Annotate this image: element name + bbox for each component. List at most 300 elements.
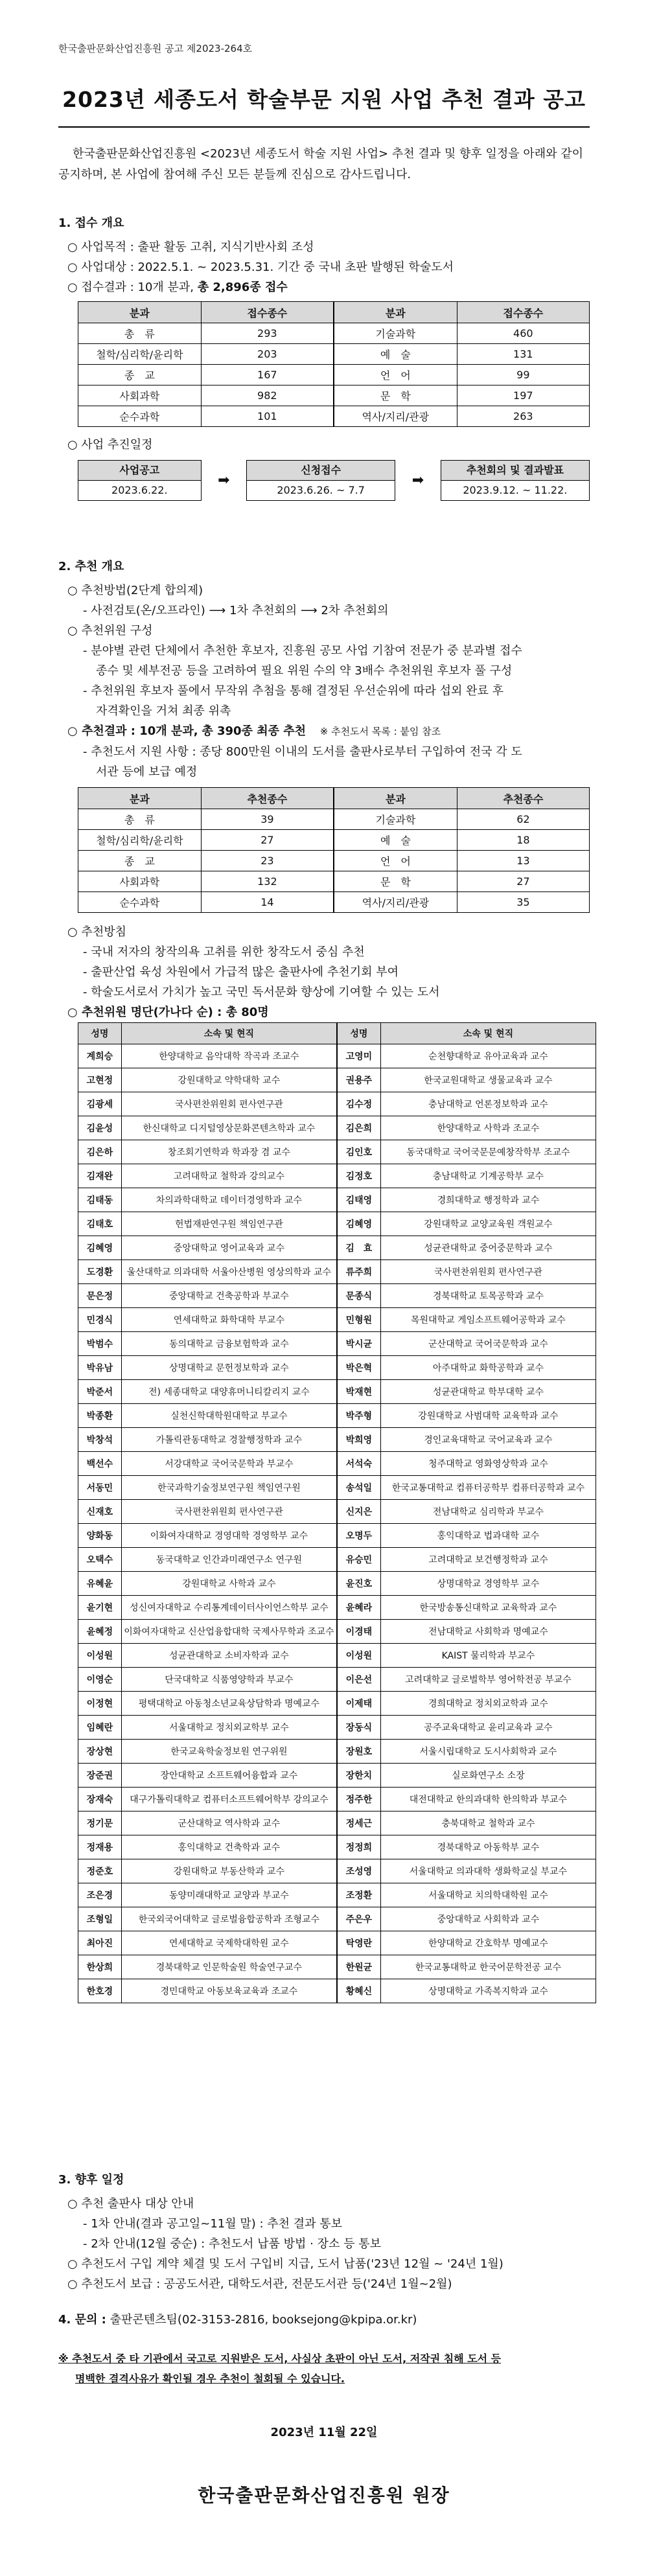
table-cell: 한신대학교 디지털영상문화콘텐츠학과 교수 (121, 1116, 337, 1140)
table-row (78, 1979, 596, 2003)
committee-line: - 추천위원 후보자 풀에서 무작위 추첨을 통해 결정된 우선순위에 따라 섭외 완료 후 (83, 684, 503, 698)
table-cell: 실로화연구소 소장 (380, 1764, 596, 1788)
table-cell: 이성원 (337, 1644, 380, 1668)
table-cell: 한국교원대학교 생물교육과 교수 (380, 1068, 596, 1092)
table-cell: 한양대학교 음악대학 작곡과 조교수 (121, 1044, 337, 1068)
table-cell: 국사편찬위원회 편사연구관 (121, 1500, 337, 1524)
table-cell: 단국대학교 식품영양학과 부교수 (121, 1668, 337, 1692)
target-line: ○ 사업대상 : 2022.5.1. ~ 2023.5.31. 기간 중 국내 초판 발행된 학술도서 (67, 260, 454, 274)
table-cell: 홍익대학교 법과대학 교수 (380, 1524, 596, 1548)
table-cell: 박준서 (78, 1380, 122, 1404)
table-cell: 한상희 (78, 1955, 122, 1979)
table-cell: 박종환 (78, 1404, 122, 1428)
table-cell: 김재완 (78, 1164, 122, 1188)
table-cell: 한양대학교 사학과 조교수 (380, 1116, 596, 1140)
table-cell: 가톨릭관동대학교 경찰행정학과 교수 (121, 1428, 337, 1452)
table-cell: 대전대학교 한의과대학 한의학과 부교수 (380, 1788, 596, 1811)
table-cell: 김은하 (78, 1140, 122, 1164)
table-row (78, 809, 590, 830)
table-cell: 한국외국어대학교 글로벌융합공학과 조형교수 (121, 1907, 337, 1931)
table-cell: 언 어 (334, 851, 457, 871)
table-cell: 성균관대학교 소비자학과 교수 (121, 1644, 337, 1668)
table-cell: 고려대학교 철학과 강의교수 (121, 1164, 337, 1188)
table-cell: 한국과학기술정보연구원 책임연구원 (121, 1476, 337, 1500)
result-detail: 서관 등에 보급 예정 (96, 765, 198, 779)
table-row (78, 1188, 596, 1212)
step-title: 추천회의 및 결과발표 (441, 461, 589, 481)
table-cell: 홍익대학교 건축학과 교수 (121, 1835, 337, 1859)
table-cell: 한국교통대학교 컴퓨터공학부 컴퓨터공학과 교수 (380, 1476, 596, 1500)
schedule-flow (78, 460, 590, 501)
table-cell: 문 학 (334, 871, 457, 892)
schedule-step (78, 460, 202, 501)
schedule-step (246, 460, 395, 501)
table-cell: 황혜신 (337, 1979, 380, 2003)
table-cell: 장상현 (78, 1740, 122, 1764)
contact-heading: 4. 문의 : (58, 2313, 106, 2327)
table-cell: 윤혜라 (337, 1596, 380, 1620)
table-cell: 조성영 (337, 1859, 380, 1883)
table-row (78, 1716, 596, 1740)
table-cell: 종 교 (78, 365, 202, 385)
table-row (78, 1524, 596, 1548)
table-row (78, 1596, 596, 1620)
contact-line (58, 2310, 590, 2330)
table-row (78, 1404, 596, 1428)
table-row (78, 1164, 596, 1188)
committee-line: - 분야별 관련 단체에서 추천한 후보자, 진흥원 공모 사업 기참여 전문가 중 분과별 접수 (83, 644, 522, 658)
table-cell: 조정환 (337, 1883, 380, 1907)
table-cell: 167 (201, 365, 334, 385)
table-cell: 한원균 (337, 1955, 380, 1979)
table-cell: 주은우 (337, 1907, 380, 1931)
table-cell: 권용주 (337, 1068, 380, 1092)
table-row (78, 1811, 596, 1835)
table-row (78, 1092, 596, 1116)
table-cell: 울산대학교 의과대학 서울아산병원 영상의학과 교수 (121, 1260, 337, 1284)
table-cell: 성균관대학교 중어중문학과 교수 (380, 1236, 596, 1260)
table-cell: 성균관대학교 학부대학 교수 (380, 1380, 596, 1404)
policy-label: ○ 추천방침 (67, 925, 126, 939)
table-cell: 국사편찬위원회 편사연구관 (380, 1260, 596, 1284)
table-cell: 101 (201, 406, 334, 427)
table-row (78, 365, 590, 385)
table-cell: 김태영 (337, 1188, 380, 1212)
table-cell: 평택대학교 아동청소년교육상담학과 명예교수 (121, 1692, 337, 1716)
table-cell: 충북대학교 철학과 교수 (380, 1811, 596, 1835)
table-cell: 197 (457, 385, 589, 406)
table-cell: 고려대학교 보건행정학과 교수 (380, 1548, 596, 1572)
table-cell: 서울시립대학교 도시사회학과 교수 (380, 1740, 596, 1764)
table-row (78, 1620, 596, 1644)
issuer-name: 한국출판문화산업진흥원 원장 (198, 2485, 450, 2506)
title-divider (58, 126, 590, 128)
table-cell: 장재숙 (78, 1788, 122, 1811)
table-cell: 131 (457, 344, 589, 365)
table-row (78, 1955, 596, 1979)
table-cell: 이경태 (337, 1620, 380, 1644)
table-cell: 철학/심리학/윤리학 (78, 830, 202, 851)
table-row (78, 1308, 596, 1332)
section-heading: 2. 추천 개요 (58, 560, 124, 573)
table-cell: 임혜란 (78, 1716, 122, 1740)
table-cell: 62 (457, 809, 589, 830)
table-cell: 한국방송통신대학교 교육학과 교수 (380, 1596, 596, 1620)
table-cell: 동국대학교 국어국문문예창작학부 조교수 (380, 1140, 596, 1164)
section-schedule (58, 2170, 590, 2294)
table-row (78, 1835, 596, 1859)
table-cell: 김 효 (337, 1236, 380, 1260)
table-cell: 장원호 (337, 1740, 380, 1764)
table-cell: 한양대학교 간호학부 명예교수 (380, 1931, 596, 1955)
table-cell: 27 (457, 871, 589, 892)
issue-date: 2023년 11월 22일 (270, 2426, 378, 2439)
table-cell: KAIST 물리학과 부교수 (380, 1644, 596, 1668)
table-cell: 경희대학교 정치외교학과 교수 (380, 1692, 596, 1716)
table-cell: 기술과학 (334, 809, 457, 830)
table-cell: 한국교육학술정보원 연구위원 (121, 1740, 337, 1764)
table-cell: 연세대학교 국제학대학원 교수 (121, 1931, 337, 1955)
table-cell: 경북대학교 토목공학과 교수 (380, 1284, 596, 1308)
schedule-line: - 2차 안내(12월 중순) : 추천도서 납품 방법 · 장소 등 통보 (83, 2237, 381, 2251)
table-cell: 상명대학교 경영학부 교수 (380, 1572, 596, 1596)
table-cell: 종 교 (78, 851, 202, 871)
table-cell: 신지은 (337, 1500, 380, 1524)
table-cell: 김은희 (337, 1116, 380, 1140)
table-cell: 최아진 (78, 1931, 122, 1955)
result-total: 총 390종 최종 추천 (202, 724, 307, 738)
step-title: 사업공고 (78, 461, 201, 481)
method-label: ○ 추천방법(2단계 합의제) (67, 584, 203, 597)
schedule-label: ○ 사업 추진일정 (67, 438, 153, 452)
table-row (78, 406, 590, 427)
table-cell: 서울대학교 치의학대학원 교수 (380, 1883, 596, 1907)
section-heading: 3. 향후 일정 (58, 2173, 124, 2187)
table-cell: 서울대학교 의과대학 생화학교실 부교수 (380, 1859, 596, 1883)
table-cell: 김태호 (78, 1212, 122, 1236)
table-row (78, 1116, 596, 1140)
notice-block (58, 2349, 590, 2389)
table-cell: 사회과학 (78, 385, 202, 406)
table-row (78, 871, 590, 892)
table-row (78, 323, 590, 344)
col-header: 성명 (78, 1023, 122, 1044)
col-header: 분과 (334, 788, 457, 809)
table-cell: 백선수 (78, 1452, 122, 1476)
table-cell: 예 술 (334, 344, 457, 365)
table-cell: 박희영 (337, 1428, 380, 1452)
table-row (78, 1644, 596, 1668)
table-cell: 역사/지리/관광 (334, 406, 457, 427)
table-cell: 창조회기연학과 학과장 겸 교수 (121, 1140, 337, 1164)
table-cell: 한국교통대학교 한국어문학전공 교수 (380, 1955, 596, 1979)
table-cell: 전남대학교 사회학과 명예교수 (380, 1620, 596, 1644)
table-cell: 장준권 (78, 1764, 122, 1788)
roster-label: ○ 추천위원 명단(가나다 순) : 총 80명 (67, 1006, 269, 1019)
table-cell: 장안대학교 소프트웨어융합과 교수 (121, 1764, 337, 1788)
table-cell: 유혜윤 (78, 1572, 122, 1596)
table-cell: 박유남 (78, 1356, 122, 1380)
table-cell: 이화여자대학교 경영대학 경영학부 교수 (121, 1524, 337, 1548)
table-cell: 총 류 (78, 323, 202, 344)
doc-number: 한국출판문화산업진흥원 공고 제2023-264호 (58, 43, 253, 54)
result-note: ※ 추천도서 목록 : 붙임 참조 (319, 726, 441, 737)
table-cell: 군산대학교 역사학과 교수 (121, 1811, 337, 1835)
purpose-line: ○ 사업목적 : 출판 활동 고취, 지식기반사회 조성 (67, 240, 314, 254)
table-cell: 김인호 (337, 1140, 380, 1164)
receipt-table (78, 301, 590, 427)
table-cell: 39 (201, 809, 334, 830)
table-row (78, 1764, 596, 1788)
policy-line: - 출판산업 육성 차원에서 가급적 많은 출판사에 추천기회 부여 (83, 965, 399, 979)
notice-line: ※ 추천도서 중 타 기관에서 국고로 지원받은 도서, 사실상 초판이 아닌 도서, 저작권 침해 도서 등 (58, 2352, 502, 2365)
table-row (78, 1500, 596, 1524)
table-cell: 유승민 (337, 1548, 380, 1572)
committee-line: 종수 및 세부전공 등을 고려하여 필요 위원 수의 약 3배수 추천위원 후보자 풀 구성 (96, 664, 513, 678)
table-row (78, 1859, 596, 1883)
col-header: 성명 (337, 1023, 380, 1044)
table-row (78, 830, 590, 851)
table-cell: 문 학 (334, 385, 457, 406)
step-date: 2023.6.26. ~ 7.7 (277, 484, 365, 496)
table-cell: 상명대학교 문헌정보학과 교수 (121, 1356, 337, 1380)
table-cell: 서동민 (78, 1476, 122, 1500)
table-cell: 상명대학교 가족복지학과 교수 (380, 1979, 596, 2003)
col-header: 추천종수 (457, 788, 589, 809)
table-cell: 전남대학교 심리학과 부교수 (380, 1500, 596, 1524)
table-cell: 순수과학 (78, 406, 202, 427)
table-cell: 양화동 (78, 1524, 122, 1548)
section-heading: 1. 접수 개요 (58, 216, 124, 230)
table-row (78, 1907, 596, 1931)
table-row (78, 385, 590, 406)
table-cell: 서강대학교 국어국문학과 부교수 (121, 1452, 337, 1476)
table-cell: 언 어 (334, 365, 457, 385)
table-cell: 공주교육대학교 윤리교육과 교수 (380, 1716, 596, 1740)
table-cell: 203 (201, 344, 334, 365)
table-cell: 김정호 (337, 1164, 380, 1188)
table-cell: 132 (201, 871, 334, 892)
schedule-line: ○ 추천 출판사 대상 안내 (67, 2197, 194, 2211)
table-row (78, 1572, 596, 1596)
table-cell: 실천신학대학원대학교 부교수 (121, 1404, 337, 1428)
table-row (78, 1428, 596, 1452)
table-cell: 신재호 (78, 1500, 122, 1524)
col-header: 분과 (334, 302, 457, 323)
table-cell: 정재용 (78, 1835, 122, 1859)
schedule-line: ○ 추천도서 보급 : 공공도서관, 대학도서관, 전문도서관 등('24년 1월~2월) (67, 2277, 452, 2291)
table-header-row (78, 302, 590, 323)
table-cell: 예 술 (334, 830, 457, 851)
table-cell: 박창석 (78, 1428, 122, 1452)
table-row (78, 1668, 596, 1692)
step-date: 2023.9.12. ~ 11.22. (463, 484, 568, 496)
table-row (78, 1260, 596, 1284)
result-line (58, 721, 590, 742)
result-detail: - 추천도서 지원 사항 : 종당 800만원 이내의 도서를 출판사로부터 구입하여 전국 각 도 (83, 745, 522, 759)
table-row (78, 1692, 596, 1716)
table-row (78, 344, 590, 365)
table-cell: 35 (457, 892, 589, 913)
table-cell: 동국대학교 인간과미래연구소 연구원 (121, 1548, 337, 1572)
table-cell: 도경환 (78, 1260, 122, 1284)
table-cell: 김광세 (78, 1092, 122, 1116)
section-recommendation (58, 557, 590, 2003)
table-cell: 헌법재판연구원 책임연구관 (121, 1212, 337, 1236)
table-row (78, 1332, 596, 1356)
table-row (78, 1740, 596, 1764)
table-cell: 경북대학교 아동학부 교수 (380, 1835, 596, 1859)
table-cell: 조은경 (78, 1883, 122, 1907)
committee-label: ○ 추천위원 구성 (67, 624, 153, 638)
table-cell: 서울대학교 정치외교학부 교수 (121, 1716, 337, 1740)
col-header: 추천종수 (201, 788, 334, 809)
table-row (78, 1931, 596, 1955)
table-cell: 윤진호 (337, 1572, 380, 1596)
result-total: 총 2,896종 접수 (197, 281, 288, 294)
table-cell: 강원대학교 사학과 교수 (121, 1572, 337, 1596)
table-cell: 18 (457, 830, 589, 851)
table-cell: 정정희 (337, 1835, 380, 1859)
table-cell: 오택수 (78, 1548, 122, 1572)
table-cell: 강원대학교 교양교육원 객원교수 (380, 1212, 596, 1236)
table-cell: 강원대학교 약학대학 교수 (121, 1068, 337, 1092)
step-title: 신청접수 (247, 461, 395, 481)
col-header: 접수종수 (201, 302, 334, 323)
col-header: 접수종수 (457, 302, 589, 323)
table-cell: 철학/심리학/윤리학 (78, 344, 202, 365)
table-row (78, 1284, 596, 1308)
table-cell: 군산대학교 국어국문학과 교수 (380, 1332, 596, 1356)
table-cell: 박재현 (337, 1380, 380, 1404)
table-row (78, 1212, 596, 1236)
result-prefix: ○ 접수결과 : 10개 분과, (67, 281, 194, 294)
table-row (78, 1068, 596, 1092)
table-cell: 김혜영 (337, 1212, 380, 1236)
table-cell: 조형일 (78, 1907, 122, 1931)
arrow-right-icon: ➡ (218, 472, 230, 489)
table-cell: 김태동 (78, 1188, 122, 1212)
table-row (78, 1452, 596, 1476)
table-cell: 27 (201, 830, 334, 851)
table-row (78, 1788, 596, 1811)
table-header-row (78, 788, 590, 809)
table-cell: 역사/지리/관광 (334, 892, 457, 913)
table-cell: 박주형 (337, 1404, 380, 1428)
schedule-line: ○ 추천도서 구입 계약 체결 및 도서 구입비 지급, 도서 납품('23년 12월 ~ '24년 1월) (67, 2257, 503, 2271)
table-cell: 윤혜정 (78, 1620, 122, 1644)
table-cell: 982 (201, 385, 334, 406)
table-cell: 중앙대학교 건축공학과 부교수 (121, 1284, 337, 1308)
table-cell: 계희승 (78, 1044, 122, 1068)
table-cell: 장동식 (337, 1716, 380, 1740)
table-cell: 경인교육대학교 국어교육과 교수 (380, 1428, 596, 1452)
committee-table (78, 1022, 596, 2003)
table-cell: 순천향대학교 유아교육과 교수 (380, 1044, 596, 1068)
table-row (78, 892, 590, 913)
col-header: 분과 (78, 788, 202, 809)
table-row (78, 1548, 596, 1572)
table-row (78, 1476, 596, 1500)
intro-paragraph: 한국출판문화산업진흥원 <2023년 세종도서 학술 지원 사업> 추천 결과 및 향후 일정을 아래와 같이 공지하며, 본 사업에 참여해 주신 모든 분들께 진심으로 감사드립니다. (58, 147, 583, 181)
table-cell: 김혜영 (78, 1236, 122, 1260)
table-cell: 총 류 (78, 809, 202, 830)
table-cell: 강원대학교 사범대학 교육학과 교수 (380, 1404, 596, 1428)
table-cell: 아주대학교 화학공학과 교수 (380, 1356, 596, 1380)
policy-line: - 국내 저자의 창작의욕 고취를 위한 창작도서 중심 추천 (83, 945, 365, 959)
table-cell: 윤기현 (78, 1596, 122, 1620)
table-cell: 한호경 (78, 1979, 122, 2003)
table-cell: 중앙대학교 영어교육과 교수 (121, 1236, 337, 1260)
table-cell: 충남대학교 기계공학부 교수 (380, 1164, 596, 1188)
table-cell: 기술과학 (334, 323, 457, 344)
table-row (78, 1140, 596, 1164)
table-cell: 연세대학교 화학대학 부교수 (121, 1308, 337, 1332)
table-cell: 김윤성 (78, 1116, 122, 1140)
step-date: 2023.6.22. (111, 484, 168, 496)
table-cell: 이정현 (78, 1692, 122, 1716)
col-header: 소속 및 현직 (121, 1023, 337, 1044)
table-cell: 경희대학교 행정학과 교수 (380, 1188, 596, 1212)
table-cell: 이제태 (337, 1692, 380, 1716)
table-cell: 고영미 (337, 1044, 380, 1068)
table-cell: 460 (457, 323, 589, 344)
recommend-table (78, 787, 590, 913)
table-cell: 경북대학교 인문학술원 학술연구교수 (121, 1955, 337, 1979)
table-cell: 송석일 (337, 1476, 380, 1500)
table-cell: 293 (201, 323, 334, 344)
table-cell: 정기문 (78, 1811, 122, 1835)
table-row (78, 1236, 596, 1260)
table-cell: 민형원 (337, 1308, 380, 1332)
table-row (78, 1356, 596, 1380)
table-header-row (78, 1023, 596, 1044)
schedule-step (441, 460, 590, 501)
table-cell: 동양미래대학교 교양과 부교수 (121, 1883, 337, 1907)
policy-line: - 학술도서로서 가치가 높고 국민 독서문화 향상에 기여할 수 있는 도서 (83, 985, 440, 999)
table-cell: 류주희 (337, 1260, 380, 1284)
table-cell: 13 (457, 851, 589, 871)
table-cell: 강원대학교 부동산학과 교수 (121, 1859, 337, 1883)
notice-line: 명백한 결격사유가 확인될 경우 추천이 철회될 수 있습니다. (75, 2373, 345, 2385)
table-cell: 정준호 (78, 1859, 122, 1883)
table-cell: 이영순 (78, 1668, 122, 1692)
table-cell: 목원대학교 게임소프트웨어공학과 교수 (380, 1308, 596, 1332)
arrow-right-icon: ➡ (411, 472, 424, 489)
table-cell: 탁영란 (337, 1931, 380, 1955)
table-cell: 서석숙 (337, 1452, 380, 1476)
result-line (58, 277, 590, 297)
table-row (78, 851, 590, 871)
col-header: 분과 (78, 302, 202, 323)
table-cell: 문종식 (337, 1284, 380, 1308)
table-row (78, 1044, 596, 1068)
table-cell: 이화여자대학교 신산업융합대학 국제사무학과 조교수 (121, 1620, 337, 1644)
table-cell: 박범수 (78, 1332, 122, 1356)
table-cell: 청주대학교 영화영상학과 교수 (380, 1452, 596, 1476)
table-cell: 충남대학교 언론정보학과 교수 (380, 1092, 596, 1116)
table-cell: 263 (457, 406, 589, 427)
method-line: - 사전검토(온/오프라인) ⟶ 1차 추천회의 ⟶ 2차 추천회의 (83, 604, 389, 617)
table-cell: 성신여자대학교 수리통계데이터사이언스학부 교수 (121, 1596, 337, 1620)
table-row (78, 1883, 596, 1907)
committee-line: 자격확인을 거쳐 최종 위촉 (96, 704, 231, 718)
section-contact (58, 2310, 590, 2330)
table-cell: 전) 세종대학교 대양휴머니티칼리지 교수 (121, 1380, 337, 1404)
table-cell: 차의과학대학교 데이터경영학과 교수 (121, 1188, 337, 1212)
table-cell: 국사편찬위원회 편사연구관 (121, 1092, 337, 1116)
result-prefix: ○ 추천결과 : 10개 분과, (67, 724, 198, 738)
